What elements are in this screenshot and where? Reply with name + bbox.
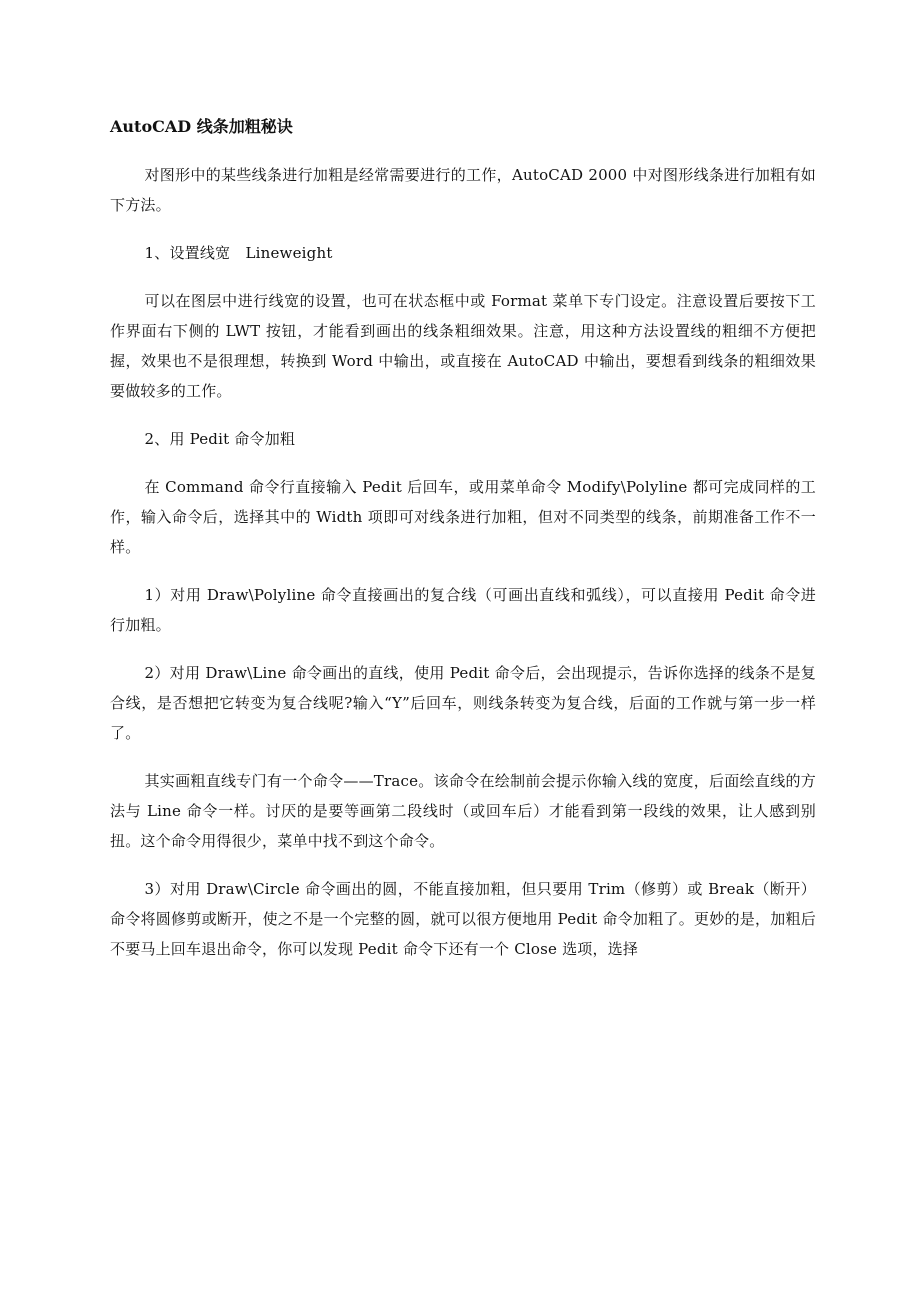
paragraph-step-3: 3）对用 Draw\Circle 命令画出的圆，不能直接加粗，但只要用 Trim（修剪）或 Break（断开）命令将圆修剪或断开，使之不是一个完整的圆，就可以很方便地用 Pedit 命令加粗了。更妙的是，加粗后不要马上回车退出命令，你可以发现 Pedit 命令下还有一个 Close 选项，选择	[110, 880, 816, 958]
document-body	[110, 112, 816, 982]
paragraph-pedit: 在 Command 命令行直接输入 Pedit 后回车，或用菜单命令 Modify\Polyline 都可完成同样的工作，输入命令后，选择其中的 Width 项即可对线条进行加粗，但对不同类型的线条，前期准备工作不一样。	[110, 478, 816, 556]
document-title: AutoCAD 线条加粗秘诀	[110, 117, 293, 136]
paragraph-step-1: 1）对用 Draw\Polyline 命令直接画出的复合线（可画出直线和弧线），可以直接用 Pedit 命令进行加粗。	[110, 586, 816, 634]
paragraph-intro: 对图形中的某些线条进行加粗是经常需要进行的工作，AutoCAD 2000 中对图形线条进行加粗有如下方法。	[110, 166, 816, 214]
paragraph-lineweight: 可以在图层中进行线宽的设置，也可在状态框中或 Format 菜单下专门设定。注意设置后要按下工作界面右下侧的 LWT 按钮，才能看到画出的线条粗细效果。注意，用这种方法设置线的粗细不方便把握，效果也不是很理想，转换到 Word 中输出，或直接在 AutoCAD 中输出，要想看到线条的粗细效果要做较多的工作。	[110, 292, 816, 400]
section-heading-lineweight: 1、设置线宽 Lineweight	[144, 244, 333, 262]
paragraph-step-2: 2）对用 Draw\Line 命令画出的直线，使用 Pedit 命令后，会出现提示，告诉你选择的线条不是复合线，是否想把它转变为复合线呢?输入“Y”后回车，则线条转变为复合线，后面的工作就与第一步一样了。	[110, 664, 816, 742]
section-heading-pedit: 2、用 Pedit 命令加粗	[144, 430, 296, 448]
paragraph-trace: 其实画粗直线专门有一个命令——Trace。该命令在绘制前会提示你输入线的宽度，后面绘直线的方法与 Line 命令一样。讨厌的是要等画第二段线时（或回车后）才能看到第一段线的效果，让人感到别扭。这个命令用得很少，菜单中找不到这个命令。	[110, 772, 816, 850]
